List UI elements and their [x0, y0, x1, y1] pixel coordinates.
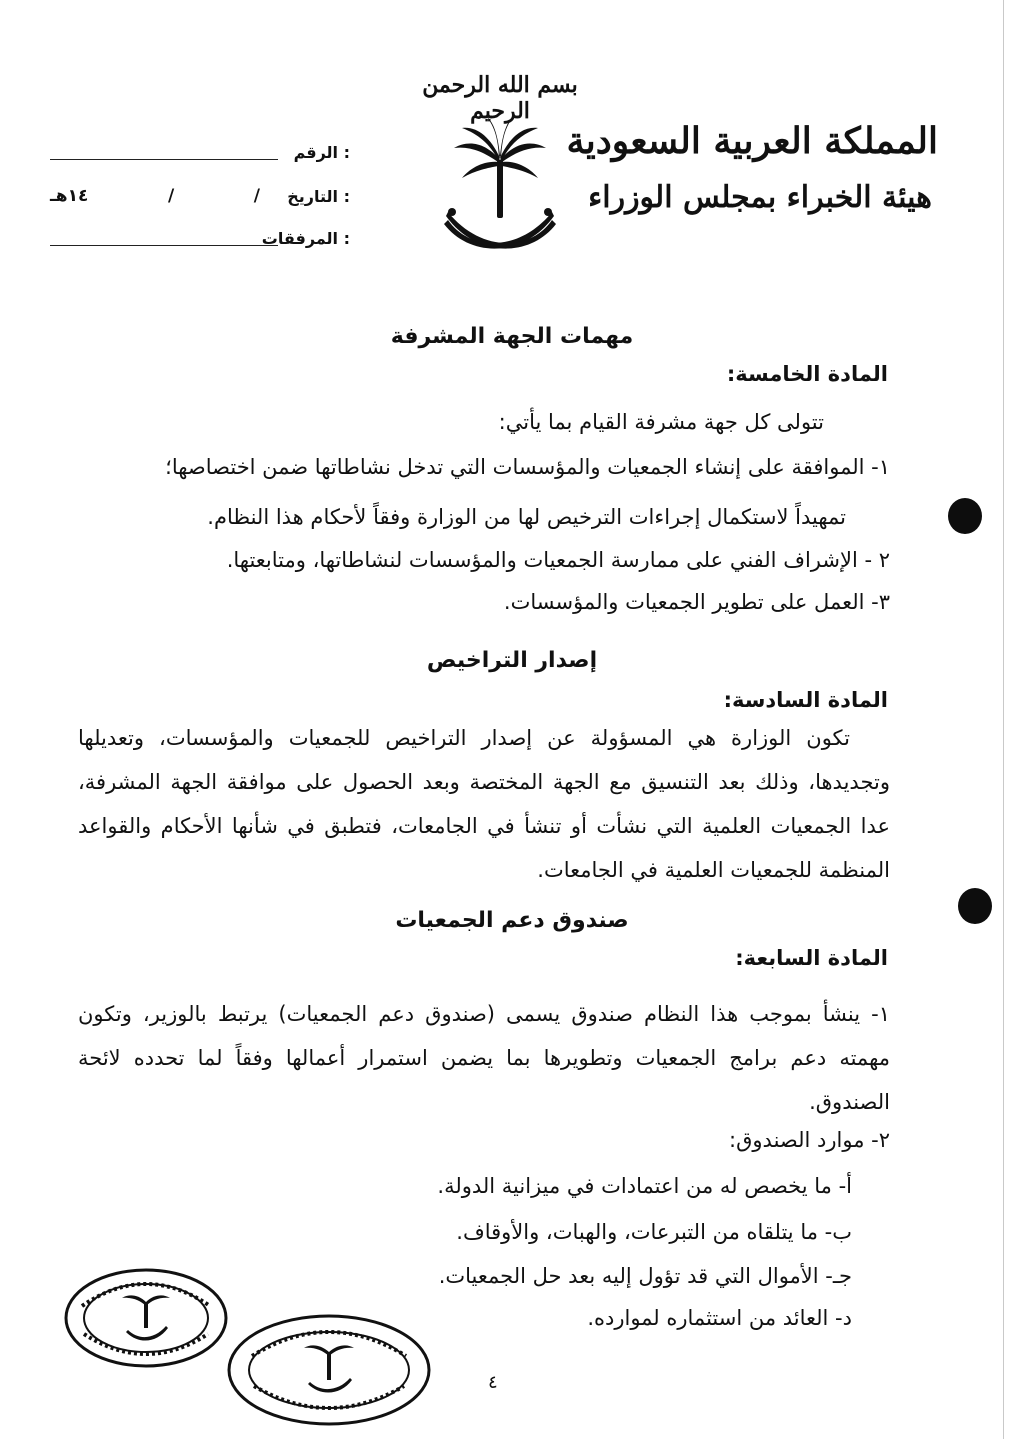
page-number: ٤	[488, 1372, 498, 1393]
date-year: ١٤هـ	[50, 186, 89, 206]
reference-line	[50, 159, 278, 160]
attachments-label: المرفقات :	[261, 229, 350, 248]
date-label: التاريخ :	[287, 187, 350, 206]
section-title-licenses: إصدار التراخيص	[426, 648, 598, 673]
date-value	[50, 186, 260, 206]
date-row	[50, 180, 350, 210]
reference-row	[50, 136, 350, 166]
article-6-text: تكون الوزارة هي المسؤولة عن إصدار التراخيص للجمعيات والمؤسسات، وتعديلها وتجديدها، وذلك بعد التنسيق مع الجهة المختصة وبعد الحصول على موافقة الجهة المشرفة، عدا الجمعيات العلمية التي نشأت أو تنشأ في الجامعات، فتطبق في شأنها الأحكام والقواعد المنظمة للجمعيات العلمية في الجامعات.	[78, 726, 890, 882]
article-5-item-1-line-1: ١- الموافقة على إنشاء الجمعيات والمؤسسات التي تدخل نشاطاتها ضمن اختصاصها؛	[165, 455, 890, 479]
article-6-title: المادة السادسة:	[723, 688, 888, 712]
date-sep-2: /	[253, 186, 260, 206]
section-title-fund: صندوق دعم الجمعيات	[395, 908, 629, 933]
reference-label: الرقم :	[293, 143, 350, 162]
article-5-item-1-line-2: تمهيداً لاستكمال إجراءات الترخيص لها من الوزارة وفقاً لأحكام هذا النظام.	[207, 505, 846, 529]
article-7-sub-b: ب- ما يتلقاه من التبرعات، والهبات، والأوقاف.	[456, 1220, 852, 1244]
kingdom-name: المملكة العربية السعودية	[566, 120, 938, 162]
article-7-item-1-paragraph	[78, 992, 890, 1124]
article-5-title: المادة الخامسة:	[726, 362, 888, 386]
basmala: بسم الله الرحمن الرحيم	[422, 72, 578, 124]
article-5-intro: تتولى كل جهة مشرفة القيام بما يأتي:	[498, 410, 824, 434]
punch-hole	[948, 498, 982, 534]
scan-edge-line	[1003, 0, 1004, 1439]
attachments-line	[50, 245, 278, 246]
seal-stamp-icon	[224, 1312, 434, 1428]
authority-name: هيئة الخبراء بمجلس الوزراء	[588, 180, 932, 215]
date-sep-1: /	[167, 186, 175, 206]
article-7-sub-d: د- العائد من استثماره لموارده.	[587, 1306, 852, 1330]
article-6-paragraph	[78, 716, 890, 892]
palm-swords-emblem-icon	[440, 112, 560, 262]
article-7-item-1: ١- ينشأ بموجب هذا النظام صندوق يسمى (صندوق دعم الجمعيات) يرتبط بالوزير، وتكون مهمته دعم برامج الجمعيات وتطويرها بما يضمن استمرار أعمالها وفقاً لما تحدده لائحة الصندوق.	[78, 1002, 890, 1114]
article-7-sub-a: أ- ما يخصص له من اعتمادات في ميزانية الدولة.	[437, 1174, 852, 1198]
article-7-title: المادة السابعة:	[735, 946, 888, 970]
article-5-item-3: ٣- العمل على تطوير الجمعيات والمؤسسات.	[503, 590, 890, 614]
attachments-row	[50, 222, 350, 252]
article-7-item-2: ٢- موارد الصندوق:	[729, 1128, 890, 1152]
punch-hole	[958, 888, 992, 924]
article-7-sub-c: جـ- الأموال التي قد تؤول إليه بعد حل الجمعيات.	[438, 1264, 852, 1288]
section-title-supervising: مهمات الجهة المشرفة	[390, 324, 634, 349]
seal-stamp-icon	[62, 1266, 230, 1370]
article-5-item-2: ٢ - الإشراف الفني على ممارسة الجمعيات والمؤسسات لنشاطاتها، ومتابعتها.	[226, 548, 890, 572]
